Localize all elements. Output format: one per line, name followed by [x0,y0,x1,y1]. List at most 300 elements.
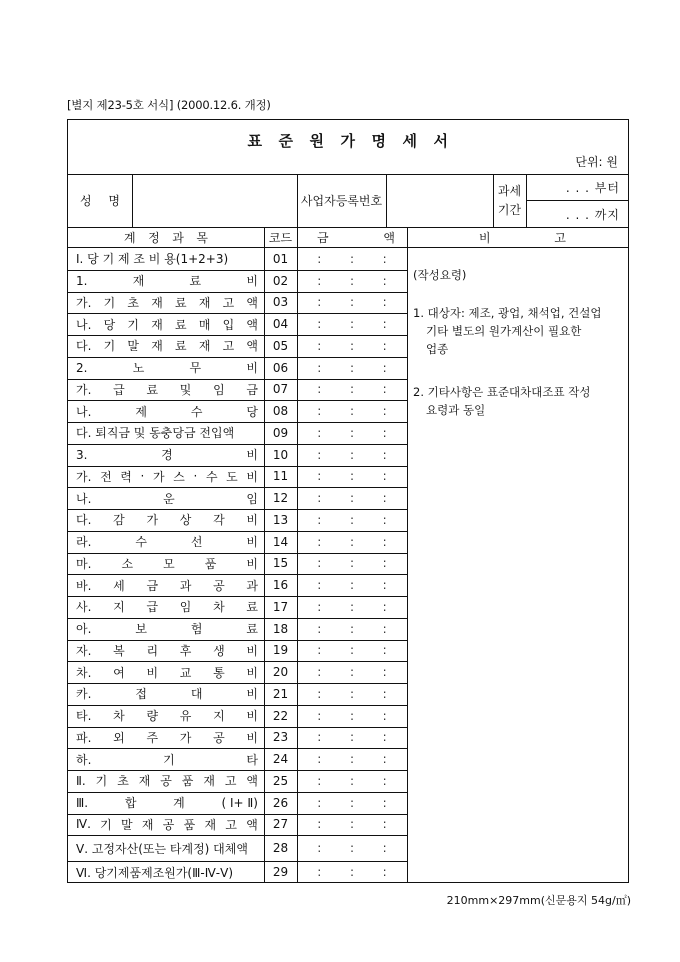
account-label-part: 액 [246,295,258,310]
amount-separator: : [349,773,354,788]
account-label-part: Ⅱ. [76,773,86,788]
account-label-part: 료 [246,622,258,637]
account-code: 19 [272,643,289,658]
account-label-part: 료 [175,295,187,310]
account-code: 12 [272,491,289,506]
account-label-part: 료 [175,339,187,354]
account-code: 08 [272,404,289,419]
amount-field[interactable] [297,509,407,531]
amount-separator: : [349,686,354,701]
account-label-part: 료 [146,382,159,397]
amount-field[interactable] [297,553,407,575]
amount-separator: : [382,556,387,571]
account-label-part: 도 [226,469,238,484]
amount-separator: : [317,795,322,810]
account-label-part: 품 [204,556,217,571]
account-label-part: 기 [100,817,112,832]
amount-separator: : [349,817,354,832]
name-label [68,174,132,227]
account-label-part: 주 [146,730,159,745]
amount-separator: : [382,621,387,636]
account-label-part: · [140,469,145,484]
account-label-part: 재 [203,774,215,789]
account-label-part: 각 [213,513,225,528]
amount-separator: : [349,708,354,723]
title-char: 표 [247,132,263,150]
account-label-part: 비 [246,535,258,550]
amount-separator: : [317,752,322,767]
account-label-part: 유 [179,709,192,724]
amount-separator: : [382,599,387,614]
name-field[interactable] [133,175,297,227]
amount-separator: : [317,273,322,288]
account-label-part: 고 [222,339,235,354]
account-label-part: 고 [225,817,238,832]
amount-field[interactable] [297,422,407,444]
account-code: 23 [272,730,289,745]
account-label-part: 기 [95,774,108,789]
form-title [68,130,628,151]
account-label-part: 기 [103,339,116,354]
account-label-part: 급 [113,382,125,397]
amount-separator: : [349,447,354,462]
account-label-part: 재 [132,274,145,289]
account-label-part: 재 [138,774,151,789]
account-label-part: 다. [76,339,92,354]
account-code: 07 [272,382,289,397]
account-label-part: 전 [100,469,112,484]
account-label-part: 비 [246,556,258,571]
col-account-char: 계 [124,230,136,245]
amount-field[interactable] [297,487,407,509]
account-code: 29 [272,865,289,880]
account-label-part: 경 [161,448,173,463]
account-label-part: 외 [113,730,125,745]
amount-separator: : [382,425,387,440]
account-label-part: Ⅵ. 당기제품제조원가(Ⅲ-Ⅳ-Ⅴ) [76,865,234,880]
account-label-part: 공 [213,578,225,593]
amount-separator: : [317,447,322,462]
account-label [68,422,264,444]
amount-field[interactable] [297,357,407,379]
amount-separator: : [382,865,387,880]
account-label-part: · [193,469,198,484]
account-label-part: 료 [189,274,202,289]
account-code: 11 [272,469,289,484]
account-label-part: 다. 퇴직금 및 동충당금 전입액 [76,426,235,441]
account-label-part: 재 [151,317,163,332]
account-label-part: 고 [222,295,235,310]
period-to-field[interactable]: . . . 까지 [565,207,620,222]
account-code: 25 [272,773,289,788]
amount-separator: : [317,469,322,484]
account-label-part: 재 [151,339,163,354]
account-code: 10 [272,447,289,462]
account-label-part: 수 [205,469,218,484]
amount-field[interactable] [297,531,407,553]
account-label [68,379,264,401]
col-account [68,227,264,247]
account-label [68,466,264,488]
amount-separator: : [349,404,354,419]
amount-field[interactable] [297,379,407,401]
account-label-part: 가. [76,382,92,397]
account-label-part: 제 [135,404,147,419]
amount-separator: : [349,865,354,880]
amount-separator: : [349,795,354,810]
amount-separator: : [349,295,354,310]
col-amount-char: 액 [383,230,395,245]
account-label-part: 력 [120,469,132,484]
col-amount-char: 금 [317,230,329,245]
account-label [68,705,264,727]
amount-separator: : [317,425,322,440]
account-label-part: 비 [146,665,159,680]
account-label-part: 리 [146,643,159,658]
period-label-line2: 기간 [497,202,522,217]
amount-separator: : [382,317,387,332]
account-label-part: 운 [163,491,175,506]
account-label-part: 임 [213,382,225,397]
amount-field[interactable] [297,727,407,749]
amount-separator: : [382,817,387,832]
amount-field[interactable] [297,270,407,292]
account-label [68,357,264,379]
note-1: 1. 대상자: 제조, 광업, 채석업, 건설업 [413,306,602,320]
amount-separator: : [382,708,387,723]
title-char: 세 [402,132,418,150]
account-label-part: 재 [151,295,163,310]
account-label [68,792,264,814]
note-2: 2. 기타사항은 표준대차대조표 작성 [413,385,591,399]
account-label-part: 기 [163,752,175,767]
paper-spec: 210mm×297mm(신문용지 54g/㎡) [446,894,631,907]
account-label-part: 가. [76,295,92,310]
amount-separator: : [382,295,387,310]
title-char: 원 [309,132,325,150]
account-label-part: 말 [127,339,140,354]
amount-separator: : [317,841,322,856]
col-remark-char: 비 [479,230,491,245]
account-label-part: 자. [76,643,92,658]
amount-separator: : [317,599,322,614]
col-amount [297,227,407,247]
account-label-part: 하. [76,752,92,767]
amount-field[interactable] [297,292,407,314]
amount-field[interactable] [297,618,407,640]
period-label-line1: 과세 [497,183,522,198]
amount-field[interactable] [297,313,407,335]
account-label [68,509,264,531]
amount-field[interactable] [297,748,407,770]
col-code: 코드 [268,230,293,245]
bizno-label: 사업자등록번호 [300,194,383,208]
account-label [68,487,264,509]
account-label-part: 무 [189,361,202,376]
account-label [68,835,264,861]
amount-field[interactable] [297,835,407,861]
form-caption: [별지 제23-5호 서식] (2000.12.6. 개정) [67,98,271,112]
account-code: 13 [272,512,289,527]
amount-separator: : [317,665,322,680]
amount-separator: : [317,491,322,506]
amount-separator: : [317,865,322,880]
account-label-part: 교 [179,665,192,680]
amount-separator: : [382,841,387,856]
account-label-part: 기 [127,317,140,332]
account-label-part: 접 [135,687,147,702]
amount-separator: : [317,773,322,788]
account-label-part: 수 [190,404,203,419]
note-heading: (작성요령) [413,268,467,282]
amount-separator: : [349,752,354,767]
amount-field[interactable] [297,792,407,814]
account-label-part: 임 [179,600,192,615]
account-code: 02 [272,273,289,288]
account-code: 18 [272,621,289,636]
amount-separator: : [349,360,354,375]
account-label-part: 나. [76,317,92,332]
account-label-part: 가 [153,469,165,484]
amount-field[interactable] [297,248,407,270]
amount-separator: : [382,360,387,375]
account-label [68,444,264,466]
amount-field[interactable] [297,444,407,466]
amount-separator: : [349,534,354,549]
account-label-part: 공 [213,730,225,745]
account-label-part: 비 [246,687,258,702]
account-code: 14 [272,534,289,549]
amount-field[interactable] [297,661,407,683]
amount-field[interactable] [297,335,407,357]
amount-separator: : [317,621,322,636]
amount-separator: : [382,491,387,506]
amount-separator: : [382,534,387,549]
account-label [68,661,264,683]
account-label-part: 바. [76,578,92,593]
amount-separator: : [317,686,322,701]
account-label [68,683,264,705]
account-label-part: Ⅰ. 당 기 제 조 비 용(1+2+3) [76,252,229,267]
account-label-part: 생 [213,643,225,658]
account-label-part: 라. [76,535,92,550]
period-from-field[interactable]: . . . 부터 [565,181,620,195]
amount-separator: : [382,273,387,288]
account-label-part: 재 [198,339,211,354]
account-label-part: 합 [124,796,137,811]
account-code: 22 [272,708,289,723]
account-label-part: 차 [213,600,225,615]
account-label-part: 차. [76,665,92,680]
amount-separator: : [317,338,322,353]
account-label-part: 차 [113,709,125,724]
account-label-part: 타 [246,752,258,767]
amount-separator: : [382,578,387,593]
account-label-part: 가. [76,469,92,484]
account-label-part: 노 [132,361,145,376]
amount-separator: : [382,686,387,701]
amount-separator: : [382,338,387,353]
account-label [68,861,264,883]
account-label [68,770,264,792]
account-label-part: 초 [127,295,140,310]
account-label-part: 모 [163,556,175,571]
account-label-part: 초 [117,774,129,789]
amount-separator: : [349,841,354,856]
account-label [68,270,264,292]
account-label-part: 감 [113,513,125,528]
account-label-part: 여 [113,665,125,680]
account-label-part: 및 [179,382,192,397]
account-label-part: 액 [246,817,258,832]
amount-separator: : [317,360,322,375]
account-label-part: 지 [113,600,125,615]
amount-separator: : [382,512,387,527]
account-label [68,248,264,270]
title-char: 가 [340,132,356,150]
amount-field[interactable] [297,705,407,727]
col-remark-char: 고 [554,230,566,245]
amount-separator: : [382,643,387,658]
period-label [493,174,526,227]
amount-separator: : [382,773,387,788]
account-label-part: 당 [246,404,258,419]
account-label-part: 공 [162,817,175,832]
amount-field[interactable] [297,574,407,596]
amount-separator: : [349,469,354,484]
amount-separator: : [317,295,322,310]
account-label-part: 소 [121,556,134,571]
title-char: 준 [278,132,294,150]
amount-separator: : [382,251,387,266]
account-label-part: 3. [76,447,88,462]
account-label-part: 당 [103,317,116,332]
account-label-part: 비 [246,469,258,484]
amount-field[interactable] [297,640,407,662]
amount-separator: : [317,708,322,723]
account-label-part: 수 [135,535,147,550]
account-code: 24 [272,752,289,767]
account-label-part: 비 [246,361,258,376]
col-account-char: 정 [148,230,160,245]
account-label-part: 스 [173,469,185,484]
account-label-part: 대 [190,687,203,702]
amount-separator: : [349,273,354,288]
account-label-part: 입 [222,317,235,332]
account-label [68,531,264,553]
account-label [68,553,264,575]
amount-separator: : [349,338,354,353]
account-code: 09 [272,425,289,440]
account-label-part: 급 [146,600,159,615]
bizno-field[interactable] [387,175,493,227]
amount-field[interactable] [297,770,407,792]
account-label-part: 비 [246,730,258,745]
account-label-part: 비 [246,643,258,658]
account-code: 26 [272,795,289,810]
amount-separator: : [382,665,387,680]
amount-separator: : [349,382,354,397]
amount-field[interactable] [297,861,407,883]
account-label-part: 험 [190,622,203,637]
account-code: 27 [272,817,289,832]
amount-separator: : [382,795,387,810]
account-label-part: 보 [135,622,147,637]
account-label [68,335,264,357]
amount-field[interactable] [297,814,407,836]
amount-separator: : [382,382,387,397]
amount-field[interactable] [297,466,407,488]
amount-separator: : [349,665,354,680]
account-label-part: 2. [76,360,88,375]
account-label-part: ( Ⅰ+ Ⅱ) [221,795,258,810]
amount-separator: : [349,251,354,266]
account-code: 01 [272,251,289,266]
account-code: 05 [272,338,289,353]
amount-field[interactable] [297,596,407,618]
account-label-part: 상 [179,513,192,528]
account-label [68,814,264,836]
amount-field[interactable] [297,400,407,422]
amount-separator: : [382,469,387,484]
account-label-part: 재 [204,817,217,832]
account-label-part: 파. [76,730,92,745]
amount-separator: : [317,643,322,658]
name-label-char: 성 [80,194,92,208]
account-label-part: 비 [246,274,258,289]
account-label-part: 료 [246,600,258,615]
amount-separator: : [382,404,387,419]
title-char: 서 [433,132,449,150]
account-label-part: 비 [246,448,258,463]
account-label-part: 복 [113,643,125,658]
amount-separator: : [349,643,354,658]
amount-separator: : [349,556,354,571]
account-label-part: 기 [103,295,116,310]
account-label-part: 계 [173,796,185,811]
account-label-part: 매 [198,317,211,332]
account-label-part: 공 [160,774,172,789]
account-label-part: 통 [213,665,225,680]
note-1-cont: 기타 별도의 원가계산이 필요한 [426,324,582,338]
account-label-part: Ⅴ. 고정자산(또는 타계정) 대체액 [76,841,248,856]
account-label-part: 금 [246,382,258,397]
amount-field[interactable] [297,683,407,705]
unit-label: 단위: 원 [575,155,618,169]
col-remark [407,227,628,247]
account-label-part: 액 [246,339,258,354]
account-label-part: 지 [213,709,225,724]
account-label-part: 선 [190,535,203,550]
account-label-part: 비 [246,513,258,528]
account-label-part: 품 [183,817,196,832]
amount-separator: : [349,599,354,614]
amount-separator: : [317,251,322,266]
account-label-part: 타. [76,709,92,724]
amount-separator: : [382,752,387,767]
amount-separator: : [317,534,322,549]
amount-separator: : [317,817,322,832]
note-2-cont: 요령과 동일 [426,403,486,417]
account-label-part: 과 [246,578,258,593]
amount-separator: : [382,730,387,745]
account-label-part: 다. [76,513,92,528]
account-label [68,618,264,640]
account-label-part: 카. [76,687,92,702]
account-label-part: 재 [141,817,154,832]
account-label [68,574,264,596]
col-account-char: 과 [172,230,184,245]
